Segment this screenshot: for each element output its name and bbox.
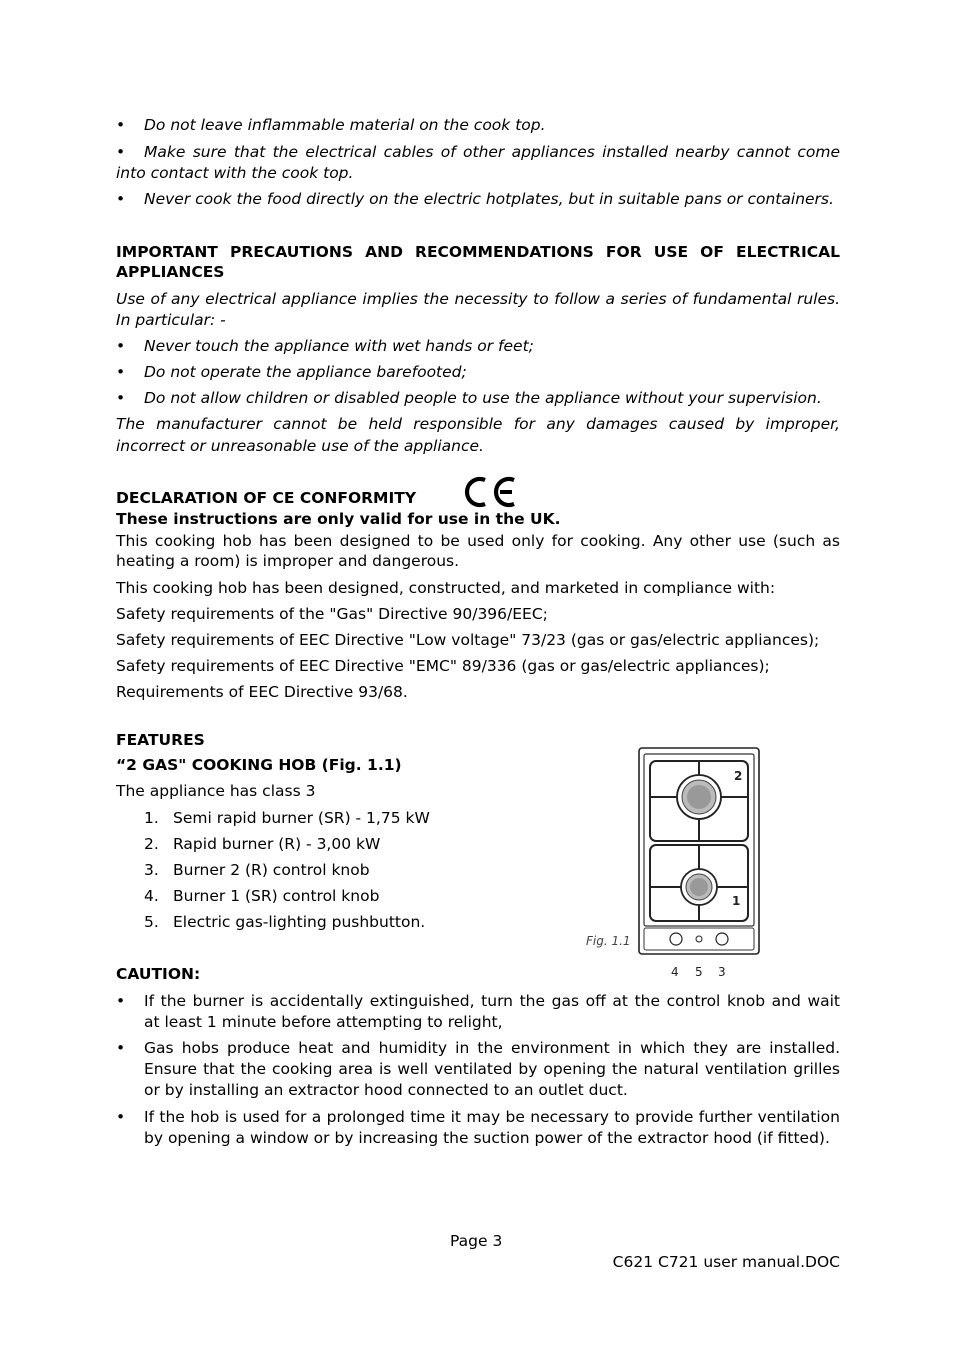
caution-2-line2: Ensure that the cooking area is well ventilated by opening the natural ventilation grilles [144,1060,840,1078]
intro-bullet-2-line1: Make sure that the electrical cables of other appliances installed nearby cannot come [144,143,840,161]
caution-heading: CAUTION: [116,965,201,983]
precaution-item-2: Do not operate the appliance barefooted; [144,363,467,381]
bullet-marker: • [116,116,126,134]
feature-number: 2. [144,835,159,853]
feature-number: 1. [144,809,159,827]
declaration-p2: This cooking hob has been designed, constructed, and marketed in compliance with: [116,579,776,597]
precautions-heading-line1: IMPORTANT PRECAUTIONS AND RECOMMENDATIONS FOR USE OF ELECTRICAL [116,243,840,261]
manufacturer-line1: The manufacturer cannot be held responsible for any damages caused by improper, [116,415,840,433]
bullet-marker: • [116,190,126,208]
hob-diagram [636,745,766,980]
declaration-p3: Safety requirements of the "Gas" Directive 90/396/EEC; [116,605,548,623]
bullet-marker: • [116,1039,126,1057]
bullet-marker: • [116,143,126,161]
intro-bullet-2-line2: into contact with the cook top. [116,164,354,182]
document-name: C621 C721 user manual.DOC [612,1253,840,1271]
declaration-p5: Safety requirements of EEC Directive "EMC" 89/336 (gas or gas/electric appliances); [116,657,770,675]
bullet-marker: • [116,363,126,381]
caution-3-line1: If the hob is used for a prolonged time it may be necessary to provide further ventilation [144,1108,840,1126]
bullet-marker: • [116,389,126,407]
features-heading: FEATURES [116,731,205,749]
declaration-p4: Safety requirements of EEC Directive "Low voltage" 73/23 (gas or gas/electric appliances); [116,631,820,649]
precautions-intro-line2: In particular: - [116,311,226,329]
feature-number: 5. [144,913,159,931]
uk-only-notice: These instructions are only valid for use in the UK. [116,510,561,528]
feature-item: Semi rapid burner (SR) - 1,75 kW [173,809,430,827]
features-subheading: “2 GAS" COOKING HOB (Fig. 1.1) [116,756,402,774]
bullet-marker: • [116,992,126,1010]
callout-4: 4 [671,965,679,979]
manufacturer-line2: incorrect or unreasonable use of the appliance. [116,437,484,455]
precaution-item-1: Never touch the appliance with wet hands or feet; [144,337,534,355]
features-class-text: The appliance has class 3 [116,782,316,800]
page-number: Page 3 [450,1232,503,1250]
caution-1-line2: at least 1 minute before attempting to relight, [144,1013,503,1031]
figure-caption: Fig. 1.1 [586,934,631,948]
burner-2-label: 2 [734,769,743,783]
declaration-p1-line2: heating a room) is improper and dangerous. [116,552,460,570]
precautions-intro-line1: Use of any electrical appliance implies the necessity to follow a series of fundamental rules. [116,290,840,308]
intro-bullet-3: Never cook the food directly on the electric hotplates, but in suitable pans or containers. [144,190,834,208]
precaution-item-3: Do not allow children or disabled people to use the appliance without your supervision. [144,389,822,407]
caution-2-line3: or by installing an extractor hood connected to an outlet duct. [144,1081,628,1099]
caution-3-line2: by opening a window or by increasing the suction power of the extractor hood (if fitted). [144,1129,830,1147]
intro-bullet-1: Do not leave inflammable material on the cook top. [144,116,546,134]
burner-1-label: 1 [732,894,741,908]
declaration-p6: Requirements of EEC Directive 93/68. [116,683,408,701]
callout-3: 3 [718,965,726,979]
feature-number: 3. [144,861,159,879]
feature-item: Burner 2 (R) control knob [173,861,370,879]
bullet-marker: • [116,1108,126,1126]
caution-1-line1: If the burner is accidentally extinguished, turn the gas off at the control knob and wait [144,992,840,1010]
caution-2-line1: Gas hobs produce heat and humidity in the environment in which they are installed. [144,1039,840,1057]
declaration-heading: DECLARATION OF CE CONFORMITY [116,489,417,507]
feature-item: Rapid burner (R) - 3,00 kW [173,835,381,853]
precautions-heading-line2: APPLIANCES [116,263,225,281]
callout-5: 5 [695,965,703,979]
feature-number: 4. [144,887,159,905]
bullet-marker: • [116,337,126,355]
feature-item: Burner 1 (SR) control knob [173,887,380,905]
ce-mark-icon [463,474,519,510]
declaration-p1-line1: This cooking hob has been designed to be used only for cooking. Any other use (such as [116,532,840,550]
feature-item: Electric gas-lighting pushbutton. [173,913,426,931]
